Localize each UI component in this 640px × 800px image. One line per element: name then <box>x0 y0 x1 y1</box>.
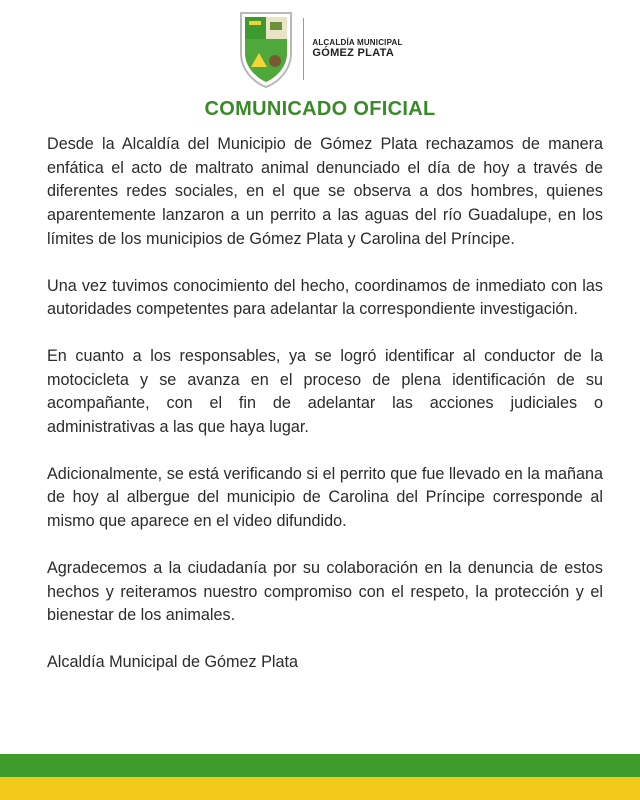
document-body <box>47 133 603 698</box>
org-name-line1: ALCALDÍA MUNICIPAL <box>312 38 403 48</box>
paragraph-4: Adicionalmente, se está verificando si el perrito que fue llevado en la mañana de hoy al albergue del municipio de Carolina del Príncipe corresponde al mismo que aparece en el video difundido. <box>47 464 603 531</box>
paragraph-5: Agradecemos a la ciudadanía por su colaboración en la denuncia de estos hechos y reiteramos nuestro compromiso con el respeto, la protección y el bienestar de los animales. <box>47 558 603 625</box>
footer-yellow-stripe <box>0 777 640 800</box>
header <box>0 8 640 90</box>
paragraph-2: Una vez tuvimos conocimiento del hecho, coordinamos de inmediato con las autoridades competentes para adelantar la correspondiente investigación. <box>47 276 603 319</box>
paragraph-1: Desde la Alcaldía del Municipio de Gómez Plata rechazamos de manera enfática el acto de maltrato animal denunciado el día de hoy a través de diferentes redes sociales, en el que se observa a dos hombres, quienes aparentemente lanzaron a un perrito a las aguas del río Guadalupe, en los límites de los municipios de Gómez Plata y Carolina del Príncipe. <box>47 135 603 248</box>
organization-name <box>312 38 402 60</box>
org-name-line2: GÓMEZ PLATA <box>312 47 395 60</box>
paragraph-3: En cuanto a los responsables, ya se logró identificar al conductor de la motocicleta y se avanza en el proceso de plena identificación de su acompañante, con el fin de adelantar las acciones judiciales o administrativas a las que haya lugar. <box>47 346 603 437</box>
document-title: COMUNICADO OFICIAL <box>204 98 436 120</box>
municipal-shield-logo <box>237 9 295 89</box>
footer-green-stripe <box>0 754 640 777</box>
header-divider <box>303 18 304 80</box>
signature: Alcaldía Municipal de Gómez Plata <box>47 652 299 671</box>
